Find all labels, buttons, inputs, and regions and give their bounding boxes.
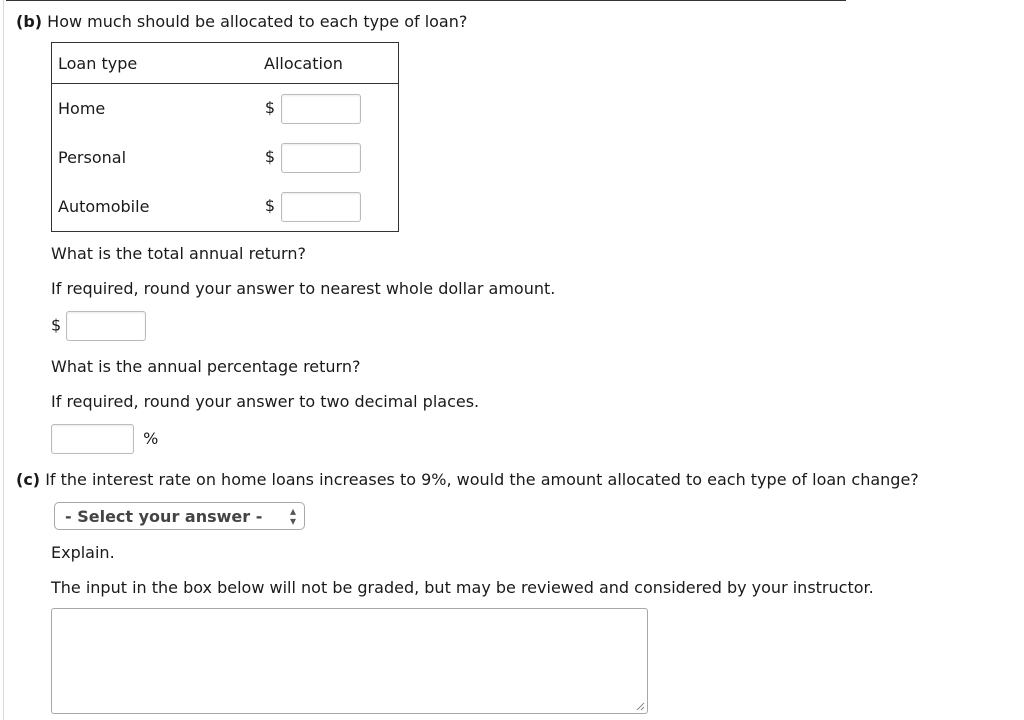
table-row-personal [52, 133, 399, 182]
top-divider [6, 0, 846, 1]
dollar-sign: $ [51, 315, 62, 335]
dollar-sign: $ [264, 147, 276, 166]
percent-sign: % [143, 428, 159, 448]
header-loan-type: Loan type [52, 43, 265, 84]
explanation-textarea[interactable] [51, 608, 648, 714]
part-b-label: (b) [16, 12, 43, 31]
allocation-table [51, 42, 399, 232]
home-allocation-input[interactable] [281, 94, 361, 124]
dollar-sign: $ [264, 98, 276, 117]
automobile-allocation-input[interactable] [281, 192, 361, 222]
dollar-sign: $ [264, 196, 276, 215]
part-b-question-text: How much should be allocated to each type of loan? [47, 12, 468, 31]
part-c-question-text: If the interest rate on home loans increases to 9%, would the amount allocated to each type of loan change? [45, 470, 919, 489]
header-allocation: Allocation [264, 43, 399, 84]
explain-label: Explain. [51, 543, 115, 562]
explain-note: The input in the box below will not be graded, but may be reviewed and considered by your instructor. [51, 578, 874, 597]
total-return-field [51, 311, 146, 341]
total-round-note: If required, round your answer to nearest whole dollar amount. [51, 279, 556, 298]
answer-select[interactable] [54, 502, 305, 530]
left-border [3, 0, 4, 720]
part-b-question [16, 12, 467, 31]
table-row-automobile [52, 182, 399, 232]
select-value: - Select your answer - [65, 507, 263, 526]
part-c-label: (c) [16, 470, 41, 489]
personal-allocation-input[interactable] [281, 143, 361, 173]
part-c-question [16, 470, 919, 489]
pct-return-field [51, 424, 158, 454]
table-header-row [52, 43, 399, 84]
loan-type-automobile: Automobile [58, 197, 150, 216]
total-return-input[interactable] [66, 311, 146, 341]
total-return-question: What is the total annual return? [51, 244, 306, 263]
up-down-chevron-icon: ▴ ▾ [289, 504, 296, 528]
pct-round-note: If required, round your answer to two decimal places. [51, 392, 480, 411]
table-row-home [52, 84, 399, 134]
resize-grip-icon[interactable] [635, 701, 645, 711]
pct-return-question: What is the annual percentage return? [51, 357, 361, 376]
pct-return-input[interactable] [51, 424, 134, 454]
loan-type-personal: Personal [58, 148, 127, 167]
loan-type-home: Home [58, 99, 106, 118]
